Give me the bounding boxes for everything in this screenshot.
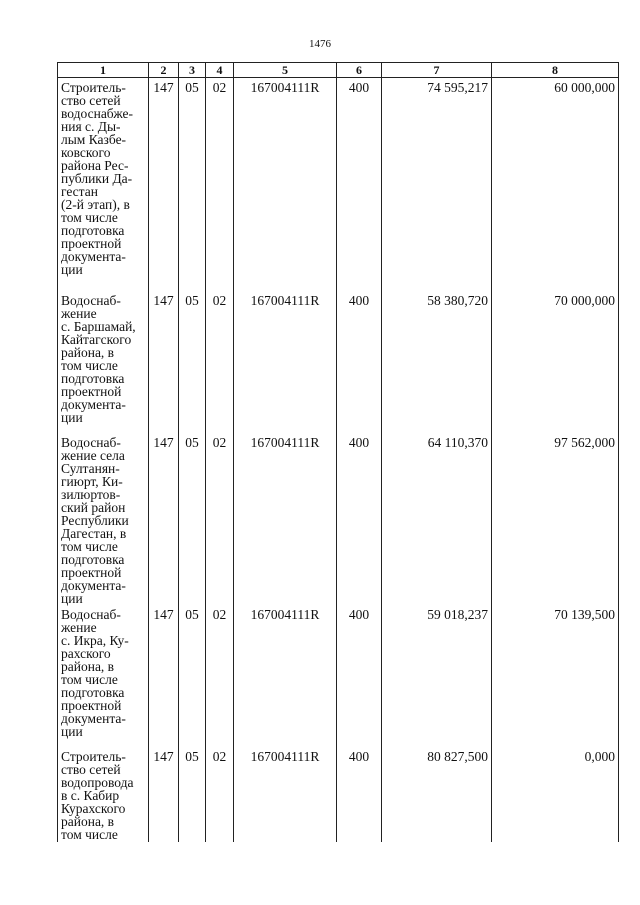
object-name-line: проектной — [61, 236, 122, 251]
object-name-line: гестан — [61, 184, 98, 199]
amount-col8-cell: 97 562,000 — [492, 433, 619, 605]
object-name-line: том числе — [61, 210, 118, 225]
amount-col7-cell: 58 380,720 — [382, 291, 492, 433]
object-name-line: ский район — [61, 499, 126, 515]
object-name-line: Дагестан, в — [61, 525, 127, 541]
object-name-line: района, в — [61, 813, 115, 829]
object-name-line: с. Баршамай, — [61, 318, 136, 334]
section-code-cell: 05 — [179, 433, 206, 605]
ministry-code-cell: 147 — [149, 605, 179, 747]
amount-col7-cell: 74 595,217 — [382, 78, 492, 291]
object-name-line: проектной — [61, 383, 122, 399]
object-name-line: рахского — [61, 645, 111, 661]
object-name-line: ния с. Ды- — [61, 119, 121, 134]
column-header: 7 — [382, 63, 492, 78]
section-code-cell: 05 — [179, 747, 206, 842]
subsection-code-cell: 02 — [206, 291, 234, 433]
budget-table — [57, 62, 619, 842]
object-name-line: Строитель- — [61, 748, 126, 764]
subsection-code-cell: 02 — [206, 747, 234, 842]
expense-type-cell: 400 — [337, 433, 382, 605]
column-header: 8 — [492, 63, 619, 78]
amount-col7-cell: 64 110,370 — [382, 433, 492, 605]
object-name-line: ции — [61, 590, 83, 606]
object-name-line: том числе — [61, 357, 118, 373]
ministry-code-cell: 147 — [149, 78, 179, 291]
object-name-line: в с. Кабир — [61, 787, 120, 803]
amount-col7-cell: 59 018,237 — [382, 605, 492, 747]
object-name-line: проектной — [61, 697, 122, 713]
object-name-line: гиюрт, Ки- — [61, 473, 123, 489]
subsection-code-cell: 02 — [206, 433, 234, 605]
object-name-line: жение — [61, 619, 97, 635]
section-code-cell: 05 — [179, 291, 206, 433]
expense-type-cell: 400 — [337, 747, 382, 842]
expense-type-cell: 400 — [337, 605, 382, 747]
object-name-line: подготовка — [61, 223, 125, 238]
object-name-line: ции — [61, 409, 83, 425]
column-header: 3 — [179, 63, 206, 78]
object-name-line: Султанян- — [61, 460, 120, 476]
object-name-line: документа- — [61, 577, 126, 593]
ministry-code-cell: 147 — [149, 291, 179, 433]
object-name-line: ковского — [61, 145, 111, 160]
page-number: 1476 — [309, 38, 331, 50]
object-name-line: подготовка — [61, 684, 125, 700]
object-name-line: документа- — [61, 710, 126, 726]
object-name-line: ство сетей — [61, 93, 121, 108]
object-name-line: района Рес- — [61, 158, 129, 173]
object-name-line: документа- — [61, 249, 126, 264]
object-name-line: Водоснаб- — [61, 606, 121, 622]
object-name-line: Республики — [61, 512, 129, 528]
header-row — [58, 63, 619, 78]
object-name-cell — [58, 291, 149, 433]
table-row — [58, 433, 619, 605]
table-row — [58, 747, 619, 842]
object-name-line: зилюртов- — [61, 486, 121, 502]
ministry-code-cell: 147 — [149, 433, 179, 605]
object-name-line: ции — [61, 723, 83, 739]
object-name-line: с. Икра, Ку- — [61, 632, 129, 648]
object-name-line: том числе — [61, 538, 118, 554]
object-name-line: водопровода — [61, 774, 134, 790]
table-body — [58, 78, 619, 842]
target-article-cell: 167004111R — [234, 78, 337, 291]
object-name-line: подготовка — [61, 551, 125, 567]
object-name-line: Водоснаб- — [61, 434, 121, 450]
amount-col7-cell: 80 827,500 — [382, 747, 492, 842]
expense-type-cell: 400 — [337, 291, 382, 433]
column-header: 4 — [206, 63, 234, 78]
table-row — [58, 78, 619, 291]
object-name-line: жение — [61, 305, 97, 321]
column-header: 6 — [337, 63, 382, 78]
column-header: 1 — [58, 63, 149, 78]
amount-col8-cell: 70 139,500 — [492, 605, 619, 747]
table-row — [58, 605, 619, 747]
object-name-line: ции — [61, 262, 83, 277]
target-article-cell: 167004111R — [234, 605, 337, 747]
amount-col8-cell: 60 000,000 — [492, 78, 619, 291]
object-name-cell — [58, 78, 149, 291]
object-name-line: ство сетей — [61, 761, 121, 777]
object-name-line: (2-й этап), в — [61, 197, 130, 212]
object-name-line: публики Да- — [61, 171, 133, 186]
object-name-line: района, в — [61, 658, 115, 674]
target-article-cell: 167004111R — [234, 433, 337, 605]
object-name-line: документа- — [61, 396, 126, 412]
object-name-cell — [58, 605, 149, 747]
object-name-line: водоснабже- — [61, 106, 133, 121]
object-name-line: Водоснаб- — [61, 292, 121, 308]
expense-type-cell: 400 — [337, 78, 382, 291]
object-name-line: Курахского — [61, 800, 126, 816]
section-code-cell: 05 — [179, 605, 206, 747]
target-article-cell: 167004111R — [234, 291, 337, 433]
section-code-cell: 05 — [179, 78, 206, 291]
object-name-line: подготовка — [61, 370, 125, 386]
object-name-line: жение села — [61, 447, 125, 463]
object-name-line: Строитель- — [61, 80, 126, 95]
object-name-cell — [58, 433, 149, 605]
table-row — [58, 291, 619, 433]
subsection-code-cell: 02 — [206, 605, 234, 747]
object-name-line: Кайтагского — [61, 331, 132, 347]
column-header: 2 — [149, 63, 179, 78]
amount-col8-cell: 0,000 — [492, 747, 619, 842]
object-name-line: проектной — [61, 564, 122, 580]
column-header: 5 — [234, 63, 337, 78]
object-name-line: том числе — [61, 671, 118, 687]
amount-col8-cell: 70 000,000 — [492, 291, 619, 433]
target-article-cell: 167004111R — [234, 747, 337, 842]
object-name-cell — [58, 747, 149, 842]
object-name-line: лым Казбе- — [61, 132, 127, 147]
ministry-code-cell: 147 — [149, 747, 179, 842]
object-name-line: том числе — [61, 826, 118, 842]
object-name-line: района, в — [61, 344, 115, 360]
subsection-code-cell: 02 — [206, 78, 234, 291]
